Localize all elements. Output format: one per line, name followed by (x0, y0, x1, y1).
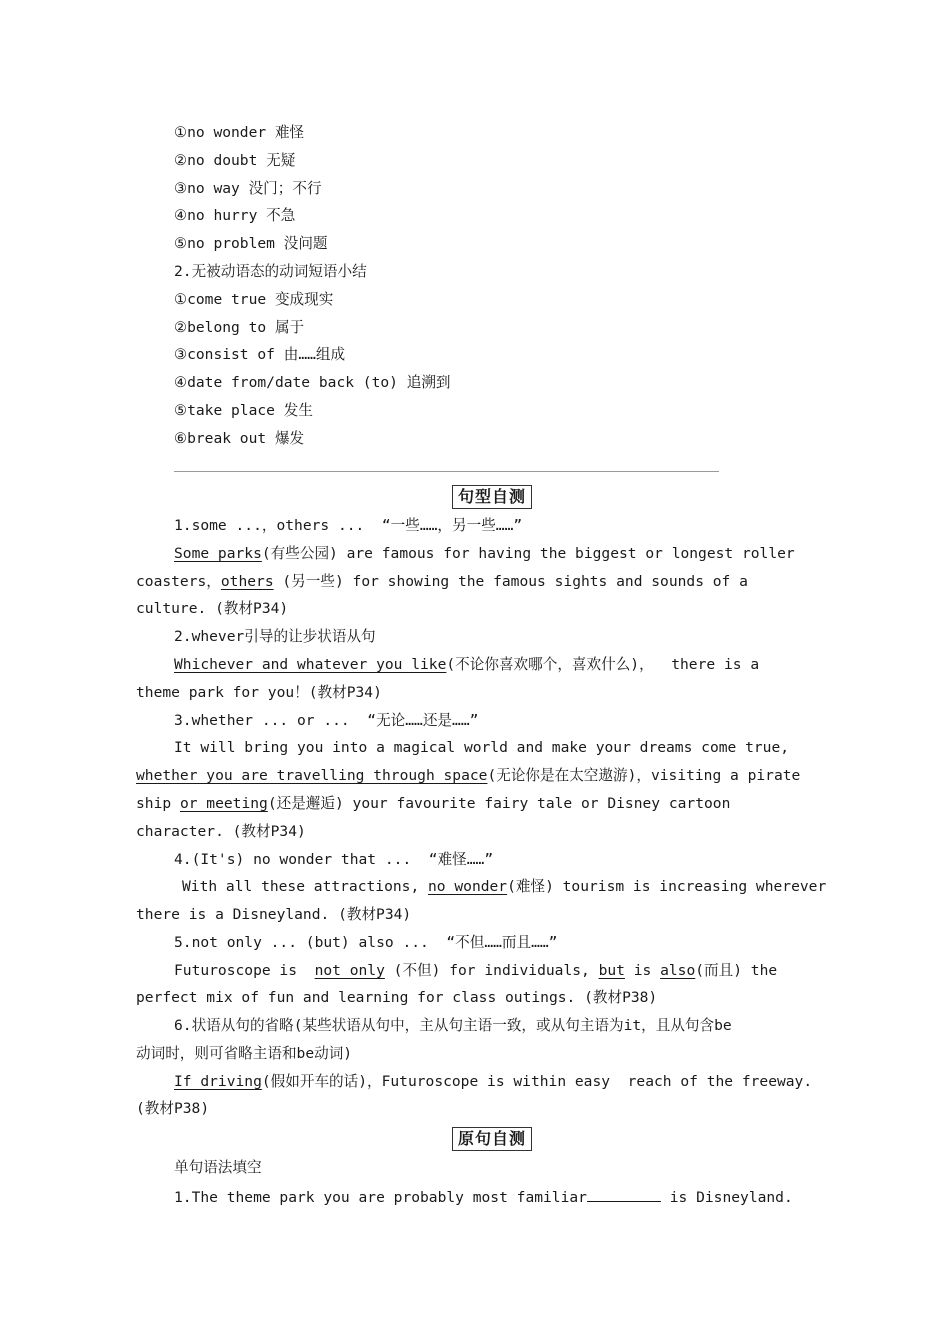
example-line: culture. (教材P34) (136, 600, 289, 617)
vocab-item: ③no way 没门；不行 (174, 180, 322, 197)
example-text: (难怪) tourism is increasing wherever (507, 878, 827, 895)
pattern-heading: 5.not only ... (but) also ... “不但……而且……” (174, 934, 558, 951)
example-text: is (624, 962, 661, 979)
underlined-answer: others (220, 573, 274, 590)
underlined-answer: not only (314, 962, 385, 979)
example-line (136, 572, 748, 592)
pattern-heading: 4.(It's) no wonder that ... “难怪……” (174, 851, 494, 868)
section-title-original-sentences: 原句自测 (452, 1127, 532, 1151)
underlined-answer: but (598, 962, 625, 979)
example-text: (假如开车的话)，Futuroscope is within easy reach of the freeway. (261, 1073, 813, 1090)
pattern-heading: 2.whever引导的让步状语从句 (174, 628, 376, 645)
example-text: With all these attractions, (182, 878, 429, 895)
vocab-item: ④date from/date back (to) 追溯到 (174, 374, 451, 391)
underlined-answer: also (660, 962, 696, 979)
underlined-answer: no wonder (428, 878, 508, 895)
section-title-sentence-patterns: 句型自测 (452, 485, 532, 509)
pattern-heading: 6.状语从句的省略(某些状语从句中，主从句主语一致，或从句主语为it，且从句含be (174, 1017, 732, 1034)
example-text: coasters， (136, 573, 221, 590)
underlined-answer: Some parks (174, 545, 262, 562)
example-line: character. (教材P34) (136, 823, 306, 840)
example-text: (还是邂逅) your favourite fairy tale or Disney cartoon (267, 795, 731, 812)
pattern-heading: 3.whether ... or ... “无论……还是……” (174, 712, 479, 729)
vocab-item: ⑥break out 爆发 (174, 430, 305, 447)
vocab-item: ④no hurry 不急 (174, 207, 296, 224)
underlined-answer: Whichever and whatever you like (174, 656, 447, 673)
exercise-question (174, 1187, 793, 1208)
example-text: (不但) for individuals, (384, 962, 599, 979)
example-line (182, 877, 826, 897)
example-text: (无论你是在太空遨游)，visiting a pirate (487, 767, 801, 784)
underlined-answer: or meeting (179, 795, 268, 812)
example-text: ship (136, 795, 180, 812)
vocab-item: ②belong to 属于 (174, 319, 305, 336)
underlined-answer: whether you are travelling through space (136, 767, 488, 784)
question-text: is Disneyland. (660, 1189, 793, 1206)
example-line: theme park for you！(教材P34) (136, 684, 382, 701)
example-text: (不论你喜欢哪个，喜欢什么)， there is a (446, 656, 760, 673)
example-line (136, 766, 800, 786)
vocab-item: ⑤take place 发生 (174, 402, 313, 419)
example-line: perfect mix of fun and learning for class outings. (教材P38) (136, 989, 658, 1006)
example-text: Futuroscope is (174, 962, 315, 979)
vocab-item: ②no doubt 无疑 (174, 152, 296, 169)
example-line (136, 794, 730, 814)
example-line (174, 544, 795, 564)
vocab-heading: 2.无被动语态的动词短语小结 (174, 263, 367, 280)
vocab-item: ⑤no problem 没问题 (174, 235, 328, 252)
question-text: 1.The theme park you are probably most familiar (174, 1189, 587, 1206)
example-text: (而且) the (695, 962, 778, 979)
vocab-item: ①come true 变成现实 (174, 291, 334, 308)
example-text: (另一些) for showing the famous sights and sounds of a (273, 573, 748, 590)
answer-blank[interactable] (587, 1187, 661, 1202)
example-line (174, 1072, 812, 1092)
example-line (174, 961, 777, 981)
example-line: It will bring you into a magical world and make your dreams come true, (174, 739, 790, 756)
pattern-heading: 1.some ...，others ... “一些……，另一些……” (174, 517, 523, 534)
example-text: (有些公园) are famous for having the biggest or longest roller (261, 545, 795, 562)
example-line: (教材P38) (136, 1100, 210, 1117)
vocab-item: ①no wonder 难怪 (174, 124, 305, 141)
pattern-heading: 动词时，则可省略主语和be动词) (136, 1045, 353, 1062)
exercise-instruction: 单句语法填空 (174, 1159, 262, 1176)
vocab-item: ③consist of 由……组成 (174, 346, 346, 363)
underlined-answer: If driving (174, 1073, 262, 1090)
example-line: there is a Disneyland. (教材P34) (136, 906, 412, 923)
divider-line (174, 471, 719, 472)
example-line (174, 655, 759, 675)
